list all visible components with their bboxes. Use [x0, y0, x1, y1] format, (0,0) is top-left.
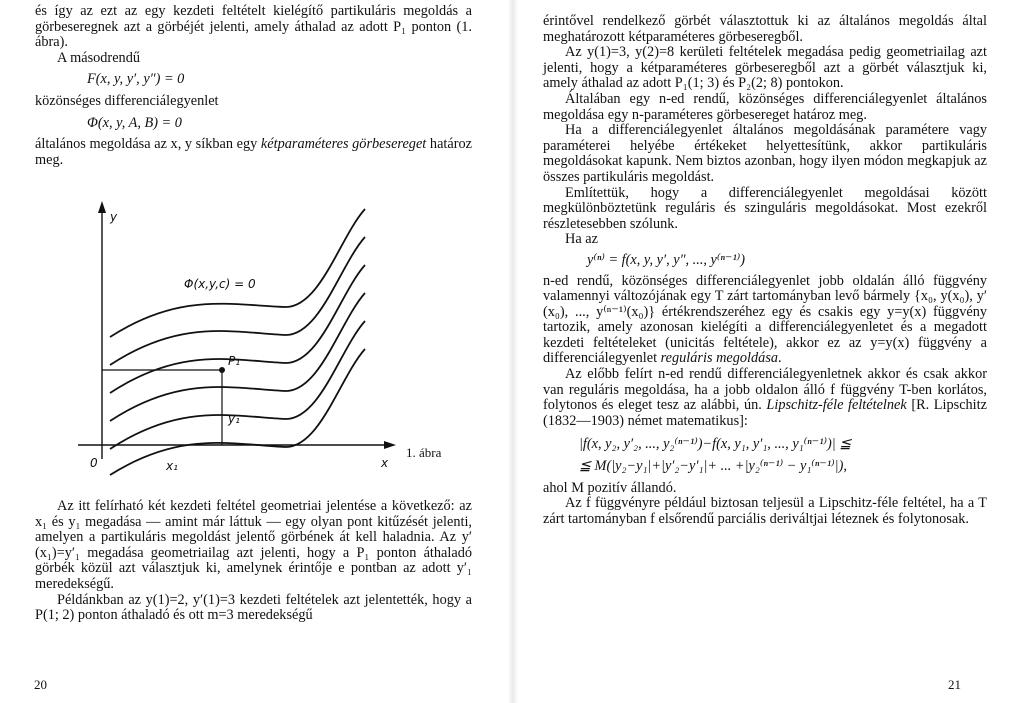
- right-text: [543, 14, 987, 527]
- paragraph: Példánkban az y(1)=2, y′(1)=3 kezdeti feltételek azt jelentették, hogy a P(1; 2) ponton áthaladó és ott m=3 meredekségű: [35, 591, 472, 624]
- paragraph: érintővel rendelkező görbét választottuk ki az általános megoldás által meghatározott kétparaméteres görbeseregből.: [543, 13, 987, 45]
- left-text-top: [35, 4, 472, 168]
- page-number: 20: [34, 677, 47, 692]
- paragraph: Általában egy n-ed rendű, közönséges differenciálegyenlet általános megoldása egy n-paraméteres görbesereget határoz meg.: [543, 90, 987, 123]
- lipschitz-line-1: |f(x, y₂, y′₂, ..., y₂⁽ⁿ⁻¹⁾)−f(x, y₁, y′₁, ..., y₁⁽ⁿ⁻¹⁾)| ≦: [579, 436, 852, 453]
- x1-label: x₁: [166, 459, 178, 473]
- curve: [110, 321, 365, 449]
- text-run: [R. Lipschitz (1832—1903) német matematikus]:: [543, 397, 987, 429]
- paragraph: Az f függvényre például biztosan teljesül a Lipschitz-féle feltétel, ha a T zárt tartományban f elsőrendű parciális deriváltjai léteznek és folytonosak.: [543, 495, 987, 527]
- paragraph: [543, 274, 987, 368]
- text-run: Az előbb felírt n-ed rendű differenciálegyenletnek akkor és csak akkor van reguláris megoldása, ha a jobb oldalon álló f függvény T-ben korlátos, folytonos és eleget tesz az alábbi, ún.: [543, 366, 987, 414]
- equation: y⁽ⁿ⁾ = f(x, y, y′, y″, ..., y⁽ⁿ⁻¹⁾): [587, 251, 746, 268]
- equation: Φ(x, y, A, B) = 0: [87, 114, 182, 131]
- paragraph: [543, 367, 987, 429]
- figure-caption: 1. ábra: [406, 445, 442, 460]
- paragraph: Ha az: [565, 231, 598, 248]
- origin-label: 0: [90, 456, 98, 470]
- x-axis-label: x: [381, 456, 389, 470]
- curve: [110, 209, 365, 337]
- curve-label: Φ(x,y,c) = 0: [184, 277, 256, 291]
- paragraph: közönséges differenciálegyenlet: [35, 92, 219, 109]
- p1-label: P₁: [228, 354, 241, 368]
- paragraph: Ha a differenciálegyenlet általános megoldásának paramétere vagy paraméterei helyébe értékeket helyettesítünk, akkor partikuláris megoldásokat kapunk. Nem biztos azonban, hogy ilyen módon megkapjuk az összes partikuláris megoldást.: [543, 122, 987, 185]
- paragraph: [35, 137, 472, 168]
- curve-family: [110, 209, 365, 475]
- y1-label: y₁: [228, 412, 240, 426]
- equation: F(x, y, y′, y″) = 0: [87, 71, 185, 88]
- paragraph: és így az ezt az egy kezdeti feltételt kielégítő partikuláris megoldás a görbeseregnek azt a görbéjét jelenti, amely áthalad az adott P₁ ponton (1. ábra).: [35, 3, 472, 51]
- text-run: általános megoldása az x, y síkban egy: [35, 136, 261, 153]
- text-run: .: [778, 350, 782, 367]
- point-p1: [219, 367, 225, 373]
- text-run: határoz meg.: [35, 136, 472, 168]
- curve: [110, 237, 365, 365]
- paragraph: ahol M pozitív állandó.: [543, 479, 677, 496]
- curve-family-diagram: [70, 197, 470, 487]
- left-text-bottom: [35, 499, 472, 624]
- y-axis-label: y: [110, 210, 118, 224]
- page-number: 21: [948, 677, 961, 692]
- emphasis: Lipschitz-féle feltételnek: [766, 397, 907, 414]
- text-run: n-ed rendű, közönséges differenciálegyenlet jobb oldalán álló függvény valamennyi változójának egy T zárt tartományban levő bármely {x₀, y(x₀), y′(x₀), ..., y⁽ⁿ⁻¹⁾(x₀)} értékrendszeréhez egy és csakis egy y=y(x) függvény tartozik, amely azonosan kielégíti a differenciálegyenletet és a megadott kezdeti feltételeket (unicitás feltétele), akkor ez az y=y(x) függvény a differenciálegyenlet: [543, 272, 987, 367]
- y-axis-arrow: [98, 201, 106, 213]
- paragraph: A másodrendű: [57, 49, 140, 66]
- emphasis: reguláris megoldása: [660, 350, 779, 367]
- x-axis-arrow: [384, 441, 396, 449]
- right-page: [512, 0, 1023, 703]
- paragraph: Az itt felírható két kezdeti feltétel geometriai jelentése a következő: az x₁ és y₁ megadása — amint már láttuk — egy olyan pont kitűzését jelenti, amelyen a partikuláris megoldást jelentő görbének át kell haladnia. Az y′(x₁)=y′₁ megadása geometriailag azt jelenti, hogy a P₁ ponton áthaladó görbék közül azt választjuk ki, amelynek érintője e pontban az adott y′₁ meredekségű.: [35, 498, 472, 592]
- paragraph: Az y(1)=3, y(2)=8 kerületi feltételek megadása pedig geometriailag azt jelenti, hogy a kétparaméteres görbeseregből azt a görbét választjuk ki, amely áthalad az adott P₁(1; 3) és P₂(2; 8) pontokon.: [543, 44, 987, 92]
- emphasis: kétparaméteres görbesereget: [260, 136, 427, 153]
- lipschitz-line-2: ≦ M(|y₂−y₁|+|y′₂−y′₁|+ ... +|y₂⁽ⁿ⁻¹⁾ − y₁⁽ⁿ⁻¹⁾|),: [579, 458, 847, 475]
- figure-1: [70, 197, 470, 487]
- paragraph: Említettük, hogy a differenciálegyenlet megoldásai között megkülönböztetünk reguláris és szinguláris megoldásokat. Most ezekről részletesebben szólunk.: [543, 184, 987, 232]
